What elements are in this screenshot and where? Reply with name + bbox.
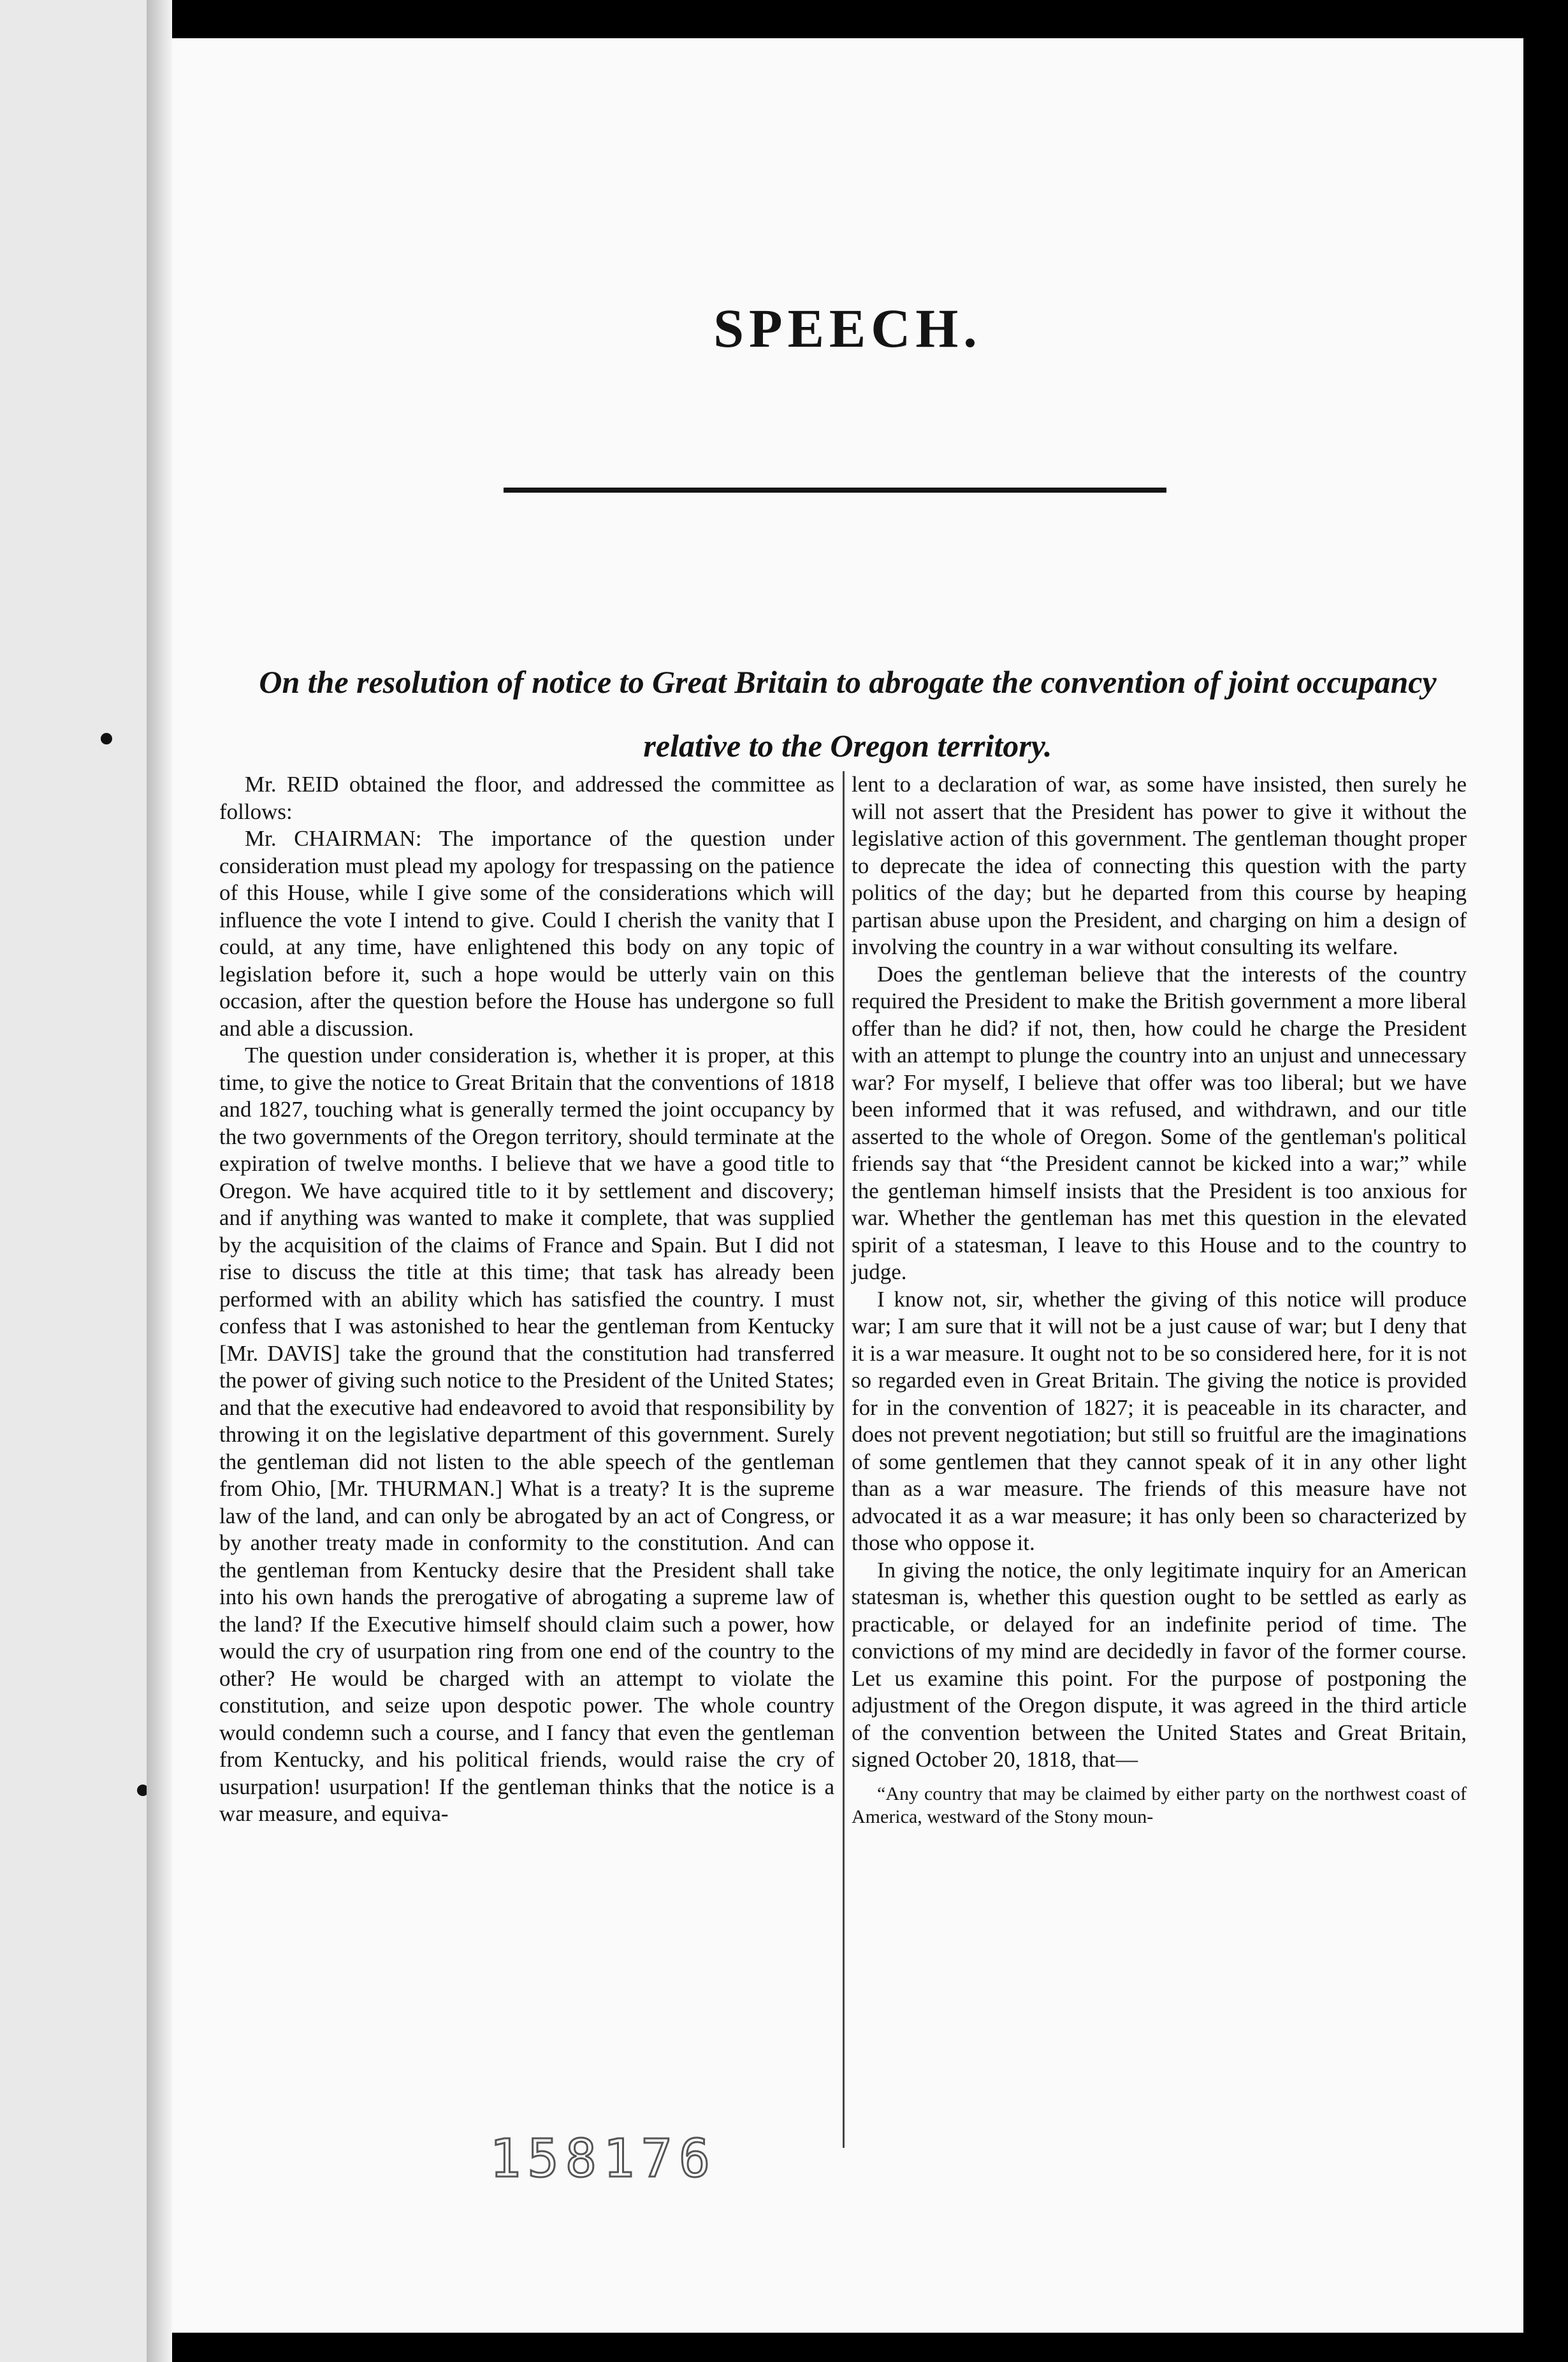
title-rule bbox=[504, 488, 1166, 493]
paragraph: I know not, sir, whether the giving of this notice will produce war; I am sure that it will not be a just cause of war; but I deny that it is a war measure. It ought not to be so considered here, for it is not so regarded even in Great Britain. The giving the notice is provided for in the convention of 1827; it is peaceable in its character, and does not prevent negotiation; but still so fruitful are the imaginations of some gentlemen that they cannot speak of it in any other light than as a war measure. The friends of this measure have not advocated it as a war measure; it has only been so characterized by those who oppose it. bbox=[852, 1286, 1467, 1555]
document-subtitle: On the resolution of notice to Great Britain to abrogate the convention of joint occupancy relative to the Oregon territory. bbox=[259, 664, 1437, 764]
document-title: SPEECH. bbox=[713, 298, 982, 359]
paragraph: Mr. CHAIRMAN: The importance of the question under consideration must plead my apology for trespassing on the patience of this House, while I give some of the considerations which will influence the vote I intend to give. Could I cherish the vanity that I could, at any time, have enlightened this body on any topic of legislation before it, such a hope would be utterly vain on this occasion, after the question before the House has undergone so full and able a discussion. bbox=[219, 826, 834, 1041]
paragraph: Mr. REID obtained the floor, and addressed the committee as follows: bbox=[219, 772, 834, 824]
paragraph: lent to a declaration of war, as some have insisted, then surely he will not assert that the President has power to give it without the legislative action of this government. The gentleman thought proper to deprecate the idea of connecting this question with the party politics of the day; but he departed from this course by heaping partisan abuse upon the President, and charging on him a design of involving the country in a war without consulting its welfare. bbox=[852, 772, 1467, 959]
right-column bbox=[852, 771, 1467, 1829]
footnote bbox=[852, 1783, 1467, 1829]
paragraph: Does the gentleman believe that the interests of the country required the President to make the British government a more liberal offer than he did? if not, then, how could he charge the President with an attempt to plunge the country into an unjust and unnecessary war? For myself, I believe that offer was too liberal; but we have been informed that it was refused, and withdrawn, and our title asserted to the whole of Oregon. Some of the gentleman's political friends say that “the President cannot be kicked into a war;” while the gentleman himself insists that the President is too anxious for war. Whether the gentleman has met this question in the elevated spirit of a statesman, I leave to this House and to the country to judge. bbox=[852, 961, 1467, 1284]
left-margin bbox=[0, 0, 147, 2362]
library-stamp: 158176 bbox=[490, 2129, 717, 2189]
footnote-text: “Any country that may be claimed by either party on the northwest coast of America, westward of the Stony moun- bbox=[852, 1783, 1467, 1827]
column-divider bbox=[843, 771, 845, 2148]
paragraph: In giving the notice, the only legitimate inquiry for an American statesman is, whether this question ought to be settled as early as practicable, or delayed for an indefinite period of time. The convictions of my mind are decidedly in favor of the former course. Let us examine this point. For the purpose of postponing the adjustment of the Oregon dispute, it was agreed in the third article of the convention between the United States and Great Britain, signed October 20, 1818, that— bbox=[852, 1557, 1467, 1772]
margin-mark bbox=[101, 733, 112, 744]
left-column bbox=[219, 771, 834, 1828]
document-page bbox=[172, 38, 1523, 2333]
page-fold bbox=[147, 0, 172, 2362]
paragraph: The question under consideration is, whether it is proper, at this time, to give the notice to Great Britain that the conventions of 1818 and 1827, touching what is generally termed the joint occupancy by the two governments of the Oregon territory, should terminate at the expiration of twelve months. I believe that we have a good title to Oregon. We have acquired title to it by settlement and discovery; and if anything was wanted to make it complete, that was supplied by the acquisition of the claims of France and Spain. But I did not rise to discuss the title at this time; that task has already been performed with an ability which has satisfied the country. I must confess that I was astonished to hear the gentleman from Kentucky [Mr. DAVIS] take the ground that the constitution had transferred the power of giving such notice to the President of the United States; and that the executive had endeavored to avoid that responsibility by throwing it on the legislative department of this government. Surely the gentleman did not listen to the able speech of the gentleman from Ohio, [Mr. THURMAN.] What is a treaty? It is the supreme law of the land, and can only be abrogated by an act of Congress, or by another treaty made in conformity to the constitution. And can the gentleman from Kentucky desire that the President shall take into his own hands the prerogative of abrogating a supreme law of the land? If the Executive himself should claim such a power, how would the cry of usurpation ring from one end of the country to the other? He would be charged with an attempt to violate the constitution, and seize upon despotic power. The whole country would condemn such a course, and I fancy that even the gentleman from Kentucky, and his political friends, would raise the cry of usurpation! usurpation! If the gentleman thinks that the notice is a war measure, and equiva- bbox=[219, 1043, 834, 1826]
